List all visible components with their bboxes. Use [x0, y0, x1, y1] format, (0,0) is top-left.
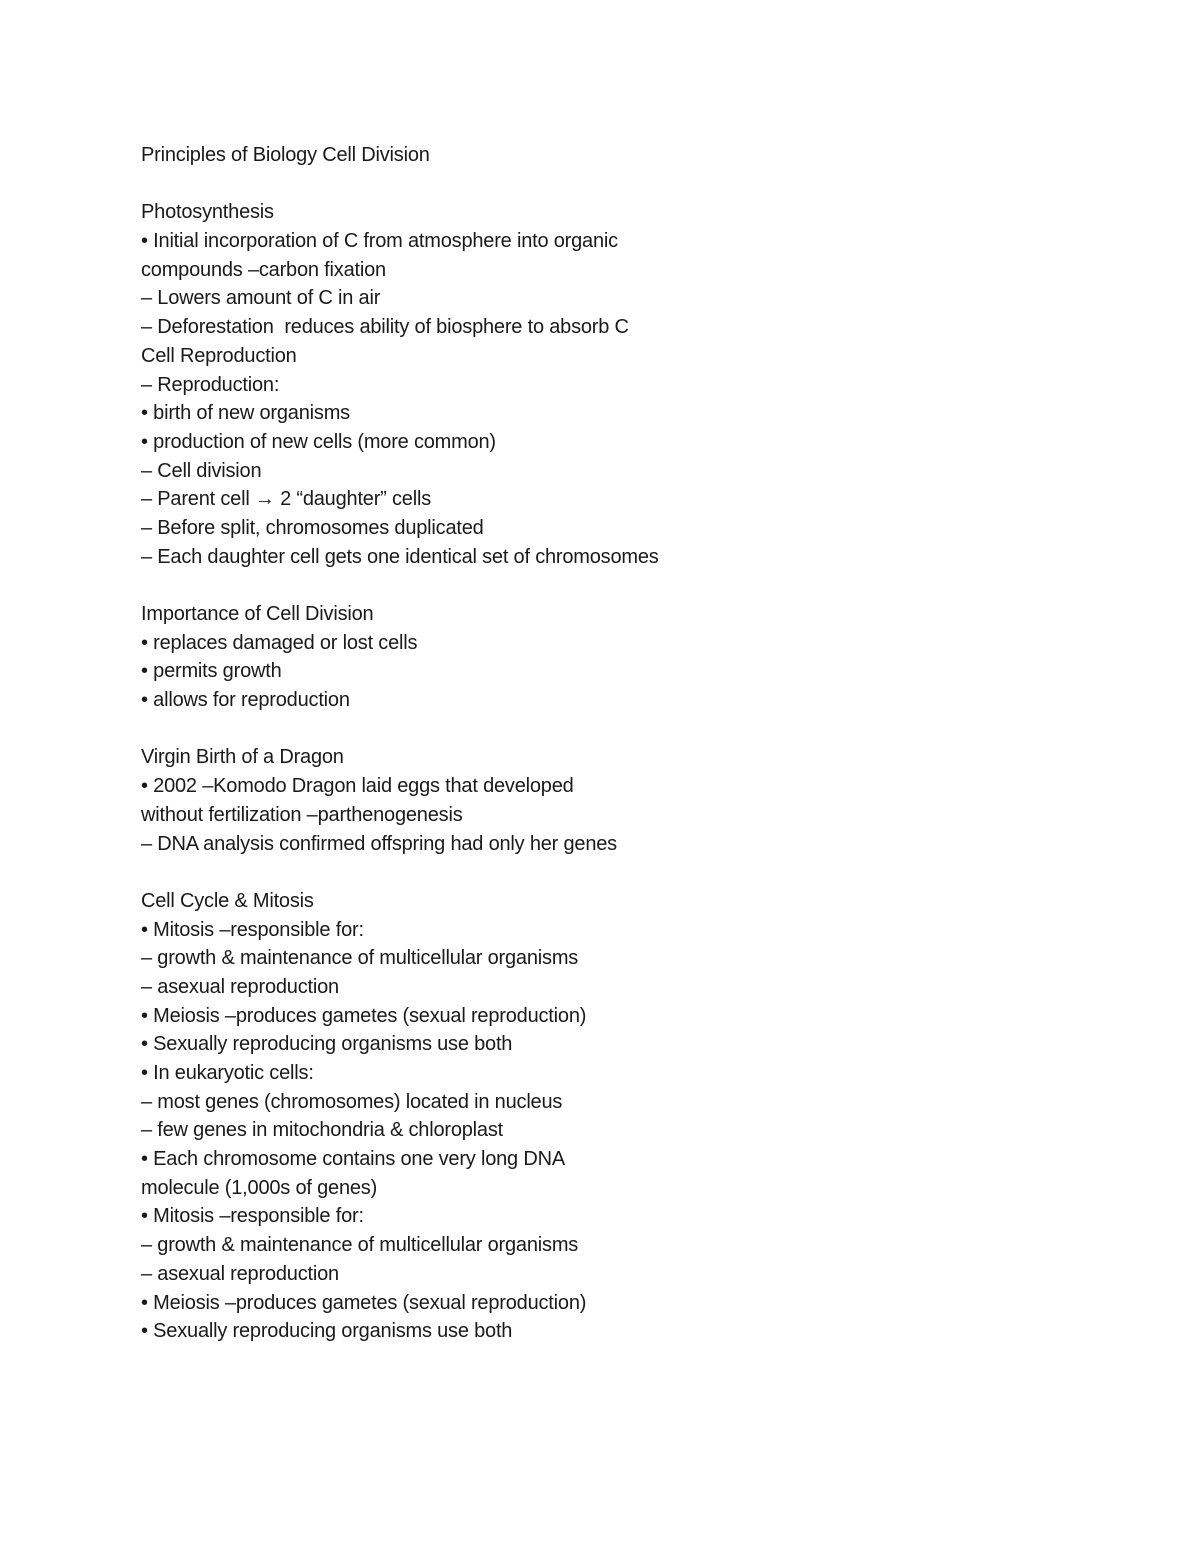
text-line: – Deforestation reduces ability of biosphere to absorb C [141, 316, 629, 339]
text-line: – Each daughter cell gets one identical set of chromosomes [141, 545, 659, 568]
text-line: • Initial incorporation of C from atmosphere into organic [141, 230, 618, 253]
text-line: molecule (1,000s of genes) [141, 1176, 378, 1199]
section-heading: Photosynthesis [141, 201, 274, 224]
blank-line [141, 715, 1121, 744]
text-line: – asexual reproduction [141, 975, 339, 998]
text-line: • Each chromosome contains one very long DNA [141, 1148, 565, 1171]
text-line: • Sexually reproducing organisms use both [141, 1033, 513, 1056]
text-line: • birth of new organisms [141, 402, 350, 425]
text-line: – Before split, chromosomes duplicated [141, 516, 484, 539]
text-line: – few genes in mitochondria & chloroplast [141, 1119, 504, 1142]
section-virgin-birth-of-a-dragon [141, 743, 1121, 858]
text-line: • Mitosis –responsible for: [141, 1205, 364, 1228]
text-line: • production of new cells (more common) [141, 430, 496, 453]
text-line: compounds –carbon fixation [141, 258, 386, 281]
text-line: • Mitosis –responsible for: [141, 918, 364, 941]
section-heading: Cell Cycle & Mitosis [141, 889, 314, 912]
text-line: – most genes (chromosomes) located in nucleus [141, 1090, 563, 1113]
blank-line [141, 571, 1121, 600]
text-line: – Reproduction: [141, 373, 280, 396]
text-line: • Meiosis –produces gametes (sexual reproduction) [141, 1004, 587, 1027]
section-heading: Virgin Birth of a Dragon [141, 746, 344, 769]
text-line: • Sexually reproducing organisms use both [141, 1320, 513, 1343]
text-line: – DNA analysis confirmed offspring had only her genes [141, 832, 617, 855]
text-line: – Lowers amount of C in air [141, 287, 381, 310]
section-cell-cycle-mitosis [141, 887, 1121, 1346]
section-heading: Importance of Cell Division [141, 603, 374, 625]
document-title: Principles of Biology Cell Division [141, 144, 430, 166]
text-line: • permits growth [141, 660, 282, 683]
document-body [141, 141, 1121, 1346]
text-line: – Cell division [141, 459, 262, 482]
text-line: • replaces damaged or lost cells [141, 631, 418, 654]
text-line: – growth & maintenance of multicellular organisms [141, 1234, 579, 1257]
text-line: Cell Reproduction [141, 344, 297, 367]
blank-line [141, 858, 1121, 887]
text-line: – growth & maintenance of multicellular organisms [141, 947, 579, 970]
text-line: • Meiosis –produces gametes (sexual reproduction) [141, 1291, 587, 1314]
text-line: • allows for reproduction [141, 689, 350, 712]
text-line: – Parent cell → 2 “daughter” cells [141, 488, 432, 511]
text-line: • In eukaryotic cells: [141, 1062, 314, 1084]
text-line: – asexual reproduction [141, 1262, 339, 1285]
section-photosynthesis-cell-reproduction [141, 198, 1121, 571]
section-importance-of-cell-division [141, 600, 1121, 715]
blank-line [141, 170, 1121, 199]
text-line: • 2002 –Komodo Dragon laid eggs that developed [141, 775, 574, 798]
text-line: without fertilization –parthenogenesis [141, 803, 463, 826]
